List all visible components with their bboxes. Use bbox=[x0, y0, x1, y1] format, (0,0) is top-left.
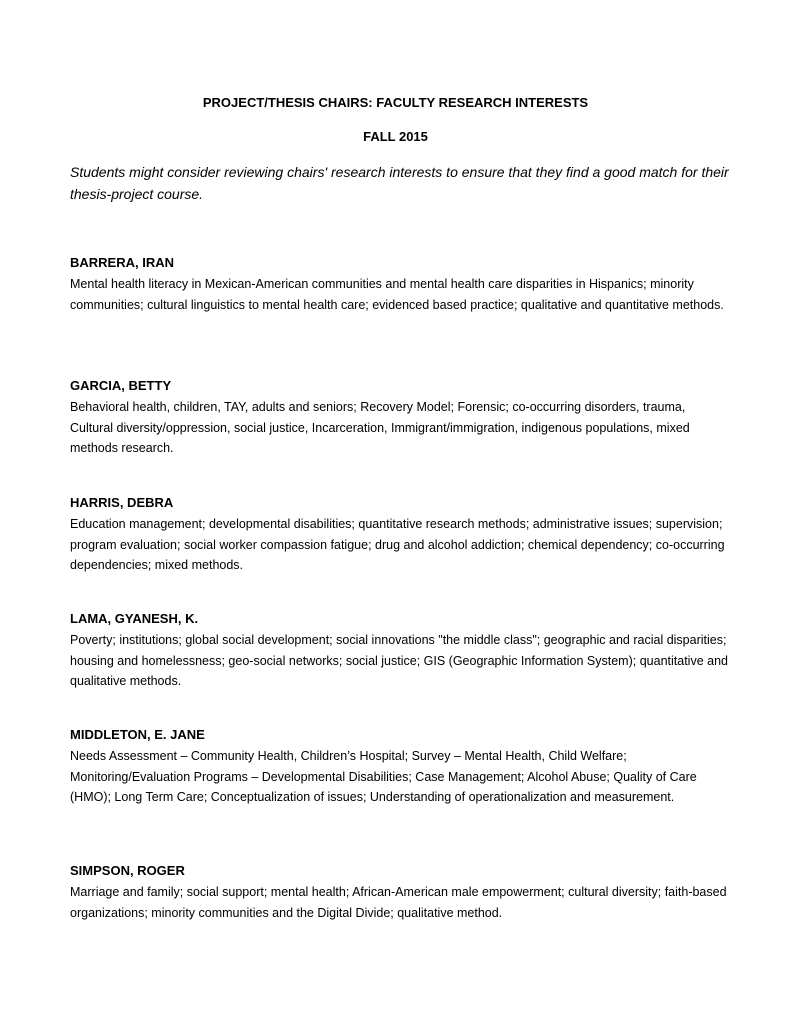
faculty-name: LAMA, GYANESH, K. bbox=[70, 611, 199, 626]
faculty-interests: Poverty; institutions; global social development; social innovations "the middle class"; geographic and racial disparities; housing and homelessness; geo-social networks; social justice; GIS (Geographic Information System); quantitative and qualitative methods. bbox=[70, 633, 728, 688]
faculty-entry-simpson bbox=[70, 863, 730, 923]
faculty-interests: Marriage and family; social support; mental health; African-American male empowerment; cultural diversity; faith-based organizations; minority communities and the Digital Divide; qualitative method. bbox=[70, 885, 727, 920]
faculty-entry-middleton bbox=[70, 727, 730, 808]
faculty-entry-barrera bbox=[70, 255, 730, 315]
faculty-interests: Behavioral health, children, TAY, adults and seniors; Recovery Model; Forensic; co-occurring disorders, trauma, Cultural diversity/oppression, social justice, Incarceration, Immigrant/immigration, indigenous populations, mixed methods research. bbox=[70, 400, 690, 455]
faculty-interests: Mental health literacy in Mexican-American communities and mental health care disparities in Hispanics; minority communities; cultural linguistics to mental health care; evidenced based practice; qualitative and quantitative methods. bbox=[70, 277, 724, 312]
faculty-name: GARCIA, BETTY bbox=[70, 378, 172, 393]
intro-paragraph: Students might consider reviewing chairs' research interests to ensure that they find a good match for their thesis-project course. bbox=[70, 164, 729, 202]
faculty-entry-harris bbox=[70, 495, 730, 576]
faculty-name: HARRIS, DEBRA bbox=[70, 495, 174, 510]
faculty-entry-lama bbox=[70, 611, 730, 692]
faculty-entry-garcia bbox=[70, 378, 730, 459]
faculty-name: MIDDLETON, E. JANE bbox=[70, 727, 205, 742]
faculty-name: BARRERA, IRAN bbox=[70, 255, 174, 270]
faculty-interests: Education management; developmental disabilities; quantitative research methods; administrative issues; supervision; program evaluation; social worker compassion fatigue; drug and alcohol addiction; chemical dependency; co-occurring dependencies; mixed methods. bbox=[70, 517, 725, 572]
document-term: FALL 2015 bbox=[363, 129, 428, 144]
faculty-name: SIMPSON, ROGER bbox=[70, 863, 185, 878]
faculty-interests: Needs Assessment – Community Health, Children’s Hospital; Survey – Mental Health, Child Welfare; Monitoring/Evaluation Programs – Developmental Disabilities; Case Management; Alcohol Abuse; Quality of Care (HMO); Long Term Care; Conceptualization of issues; Understanding of operationalization and measurement. bbox=[70, 749, 697, 804]
document-title: PROJECT/THESIS CHAIRS: FACULTY RESEARCH INTERESTS bbox=[202, 95, 589, 110]
